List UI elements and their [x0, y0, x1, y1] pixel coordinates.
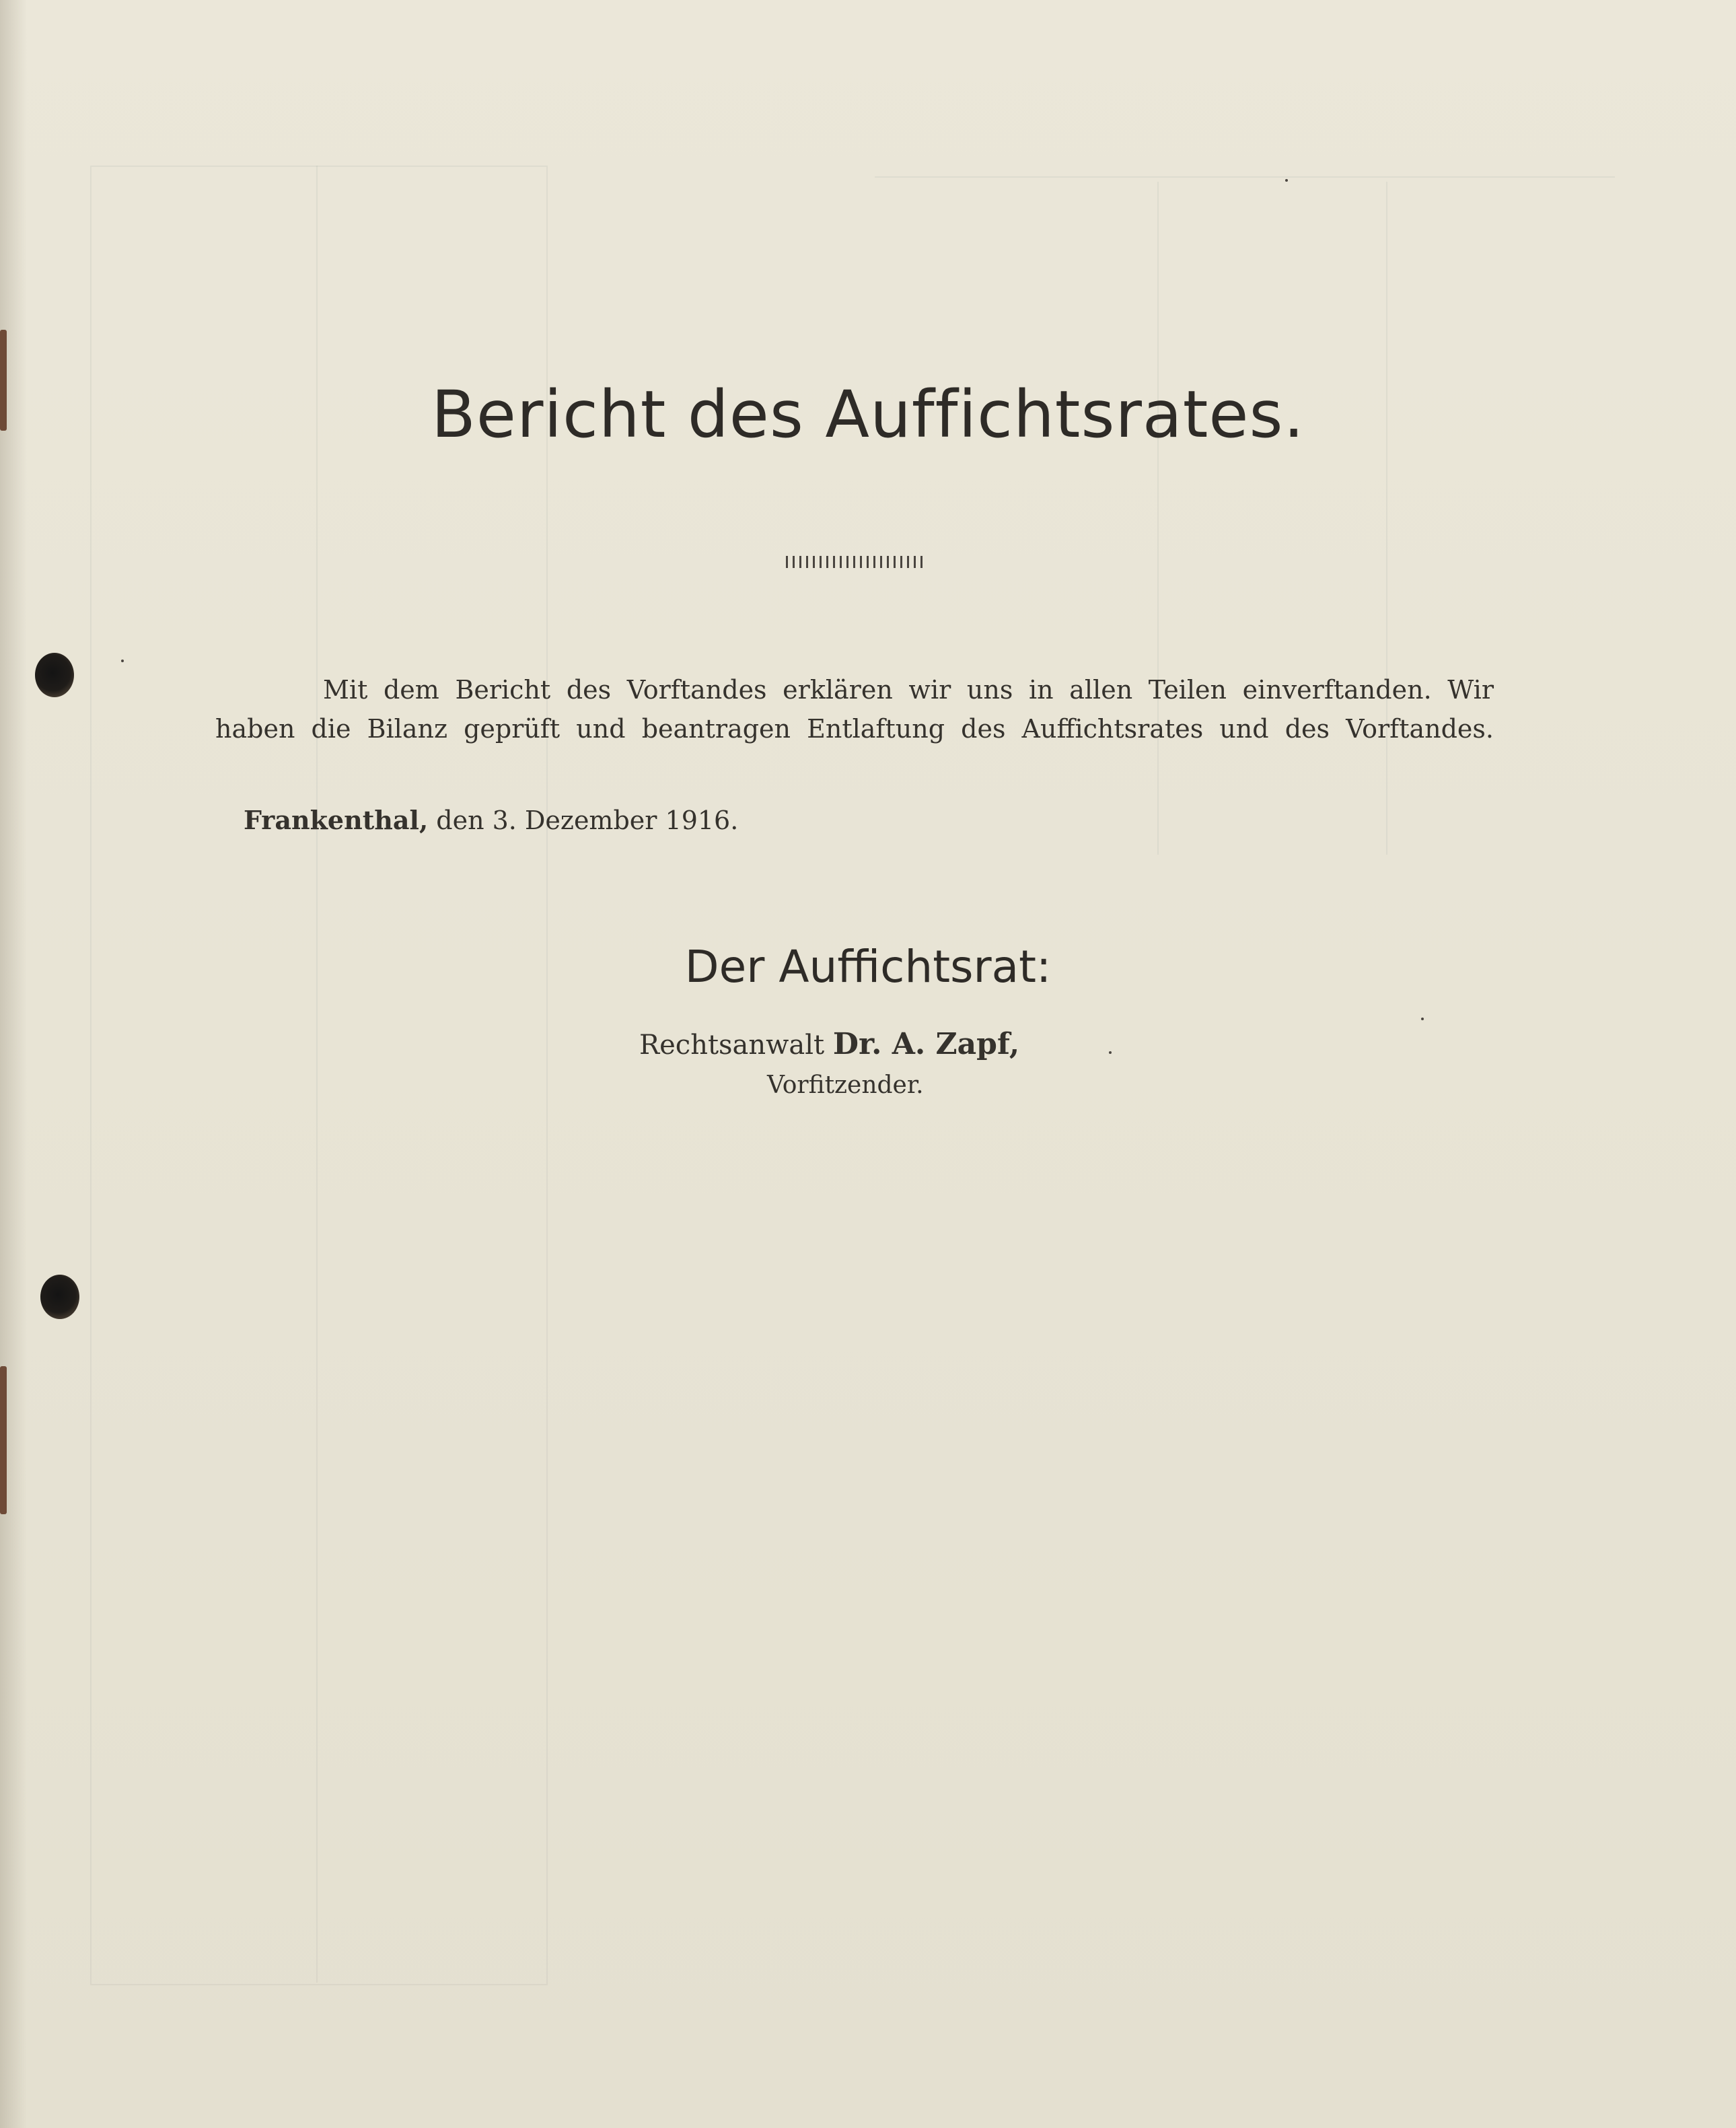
date: den 3. Dezember 1916.: [428, 806, 739, 835]
bleed-through-rule: [1157, 182, 1159, 855]
punch-hole-top: [35, 653, 74, 697]
title-ornament: [786, 556, 925, 568]
bleed-through-rule: [1386, 182, 1387, 855]
paragraph-line: haben die Bilanz geprüft und beantragen Entlaftung des Auffichtsrates und des Vorftandes.: [215, 714, 1494, 744]
paragraph-line: Mit dem Bericht des Vorftandes erklären wir uns in allen Teilen einverftanden. Wir: [323, 675, 1494, 705]
report-title: Bericht des Auffichtsrates.: [431, 377, 1305, 452]
signatory: [639, 1027, 1019, 1061]
signatory-name: Dr. A. Zapf,: [832, 1027, 1020, 1061]
signature-heading: Der Auffichtsrat:: [684, 941, 1052, 993]
page-edge-shadow: [0, 0, 27, 2128]
report-paragraph: [215, 670, 1494, 748]
paper-speck: [1421, 1018, 1424, 1020]
binder-clip-bottom: [0, 1366, 7, 1514]
paper-speck: [1109, 1051, 1112, 1054]
signatory-role: Vorfitzender.: [767, 1071, 924, 1099]
signatory-prefix: Rechtsanwalt: [639, 1030, 833, 1061]
punch-hole-bottom: [40, 1275, 79, 1319]
place: Frankenthal,: [244, 805, 429, 835]
paper-speck: [1285, 179, 1288, 182]
paper-speck: [121, 660, 124, 662]
place-and-date: [244, 805, 738, 835]
bleed-through-rule: [875, 176, 1615, 178]
